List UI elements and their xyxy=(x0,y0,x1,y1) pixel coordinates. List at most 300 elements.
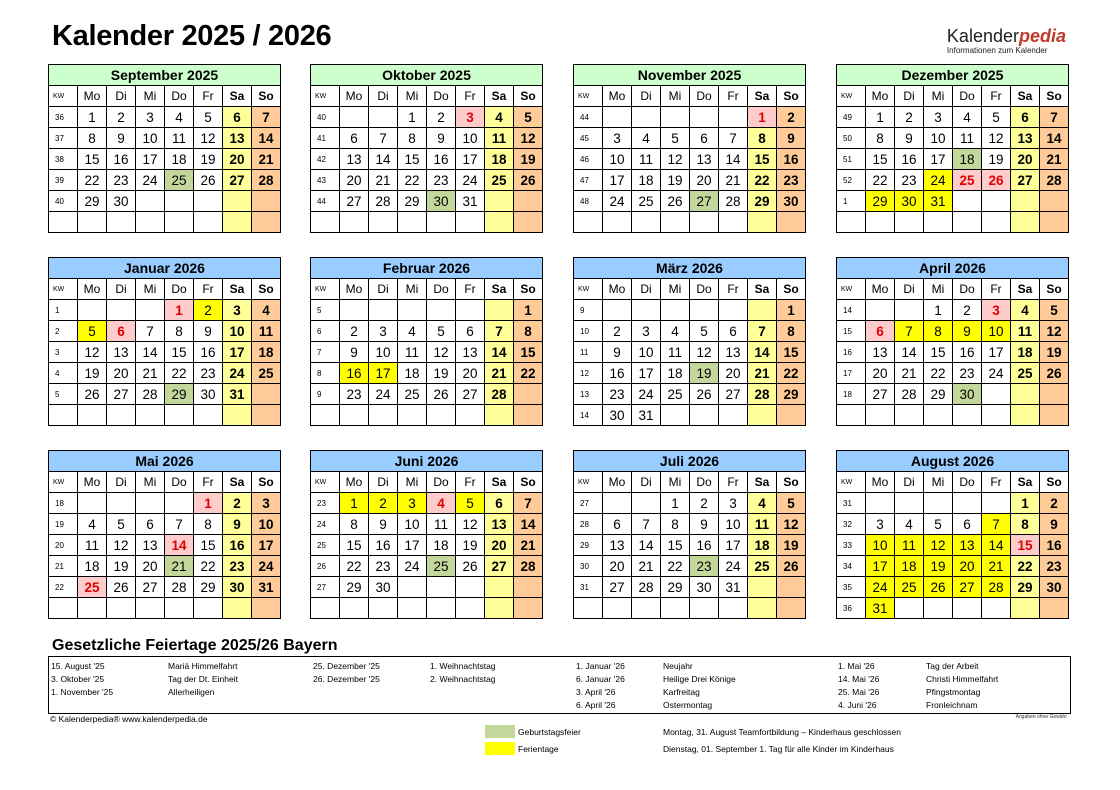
day-cell[interactable]: 23 xyxy=(369,556,398,577)
day-cell[interactable]: 20 xyxy=(485,535,514,556)
day-cell[interactable]: 8 xyxy=(748,128,777,149)
day-cell[interactable]: 3 xyxy=(982,300,1011,321)
day-cell[interactable]: 24 xyxy=(252,556,281,577)
day-cell[interactable]: 28 xyxy=(895,384,924,405)
day-cell[interactable]: 24 xyxy=(924,170,953,191)
day-cell[interactable]: 29 xyxy=(340,577,369,598)
day-cell[interactable]: 25 xyxy=(252,363,281,384)
day-cell[interactable]: 26 xyxy=(982,170,1011,191)
day-cell[interactable]: 11 xyxy=(252,321,281,342)
day-cell[interactable]: 14 xyxy=(369,149,398,170)
day-cell[interactable]: 11 xyxy=(632,149,661,170)
day-cell[interactable]: 24 xyxy=(223,363,252,384)
day-cell[interactable]: 10 xyxy=(632,342,661,363)
day-cell[interactable]: 8 xyxy=(165,321,194,342)
day-cell[interactable]: 18 xyxy=(748,535,777,556)
day-cell[interactable]: 5 xyxy=(456,493,485,514)
day-cell[interactable]: 22 xyxy=(165,363,194,384)
day-cell[interactable]: 5 xyxy=(194,107,223,128)
day-cell[interactable]: 13 xyxy=(690,149,719,170)
day-cell[interactable]: 6 xyxy=(136,514,165,535)
day-cell[interactable]: 24 xyxy=(456,170,485,191)
day-cell[interactable]: 13 xyxy=(866,342,895,363)
day-cell[interactable]: 31 xyxy=(719,577,748,598)
day-cell[interactable]: 20 xyxy=(953,556,982,577)
day-cell[interactable]: 11 xyxy=(78,535,107,556)
day-cell[interactable]: 2 xyxy=(895,107,924,128)
day-cell[interactable]: 4 xyxy=(78,514,107,535)
day-cell[interactable]: 4 xyxy=(1011,300,1040,321)
day-cell[interactable]: 5 xyxy=(982,107,1011,128)
day-cell[interactable]: 9 xyxy=(1040,514,1069,535)
day-cell[interactable]: 8 xyxy=(661,514,690,535)
day-cell[interactable]: 19 xyxy=(924,556,953,577)
day-cell[interactable]: 14 xyxy=(1040,128,1069,149)
day-cell[interactable]: 29 xyxy=(866,191,895,212)
day-cell[interactable]: 28 xyxy=(719,191,748,212)
day-cell[interactable]: 18 xyxy=(632,170,661,191)
day-cell[interactable]: 11 xyxy=(427,514,456,535)
day-cell[interactable]: 2 xyxy=(369,493,398,514)
day-cell[interactable]: 22 xyxy=(398,170,427,191)
day-cell[interactable]: 13 xyxy=(953,535,982,556)
day-cell[interactable]: 23 xyxy=(953,363,982,384)
day-cell[interactable]: 1 xyxy=(340,493,369,514)
day-cell[interactable]: 18 xyxy=(661,363,690,384)
day-cell[interactable]: 8 xyxy=(194,514,223,535)
day-cell[interactable]: 12 xyxy=(456,514,485,535)
day-cell[interactable]: 6 xyxy=(223,107,252,128)
day-cell[interactable]: 3 xyxy=(252,493,281,514)
day-cell[interactable]: 4 xyxy=(748,493,777,514)
day-cell[interactable]: 11 xyxy=(485,128,514,149)
day-cell[interactable]: 3 xyxy=(632,321,661,342)
day-cell[interactable]: 9 xyxy=(777,128,806,149)
day-cell[interactable]: 9 xyxy=(690,514,719,535)
day-cell[interactable]: 20 xyxy=(107,363,136,384)
day-cell[interactable]: 25 xyxy=(661,384,690,405)
day-cell[interactable]: 23 xyxy=(603,384,632,405)
day-cell[interactable]: 29 xyxy=(398,191,427,212)
day-cell[interactable]: 15 xyxy=(661,535,690,556)
day-cell[interactable]: 1 xyxy=(1011,493,1040,514)
day-cell[interactable]: 9 xyxy=(603,342,632,363)
day-cell[interactable]: 14 xyxy=(485,342,514,363)
day-cell[interactable]: 27 xyxy=(223,170,252,191)
day-cell[interactable]: 17 xyxy=(136,149,165,170)
day-cell[interactable]: 25 xyxy=(1011,363,1040,384)
day-cell[interactable]: 22 xyxy=(748,170,777,191)
day-cell[interactable]: 11 xyxy=(895,535,924,556)
day-cell[interactable]: 28 xyxy=(136,384,165,405)
day-cell[interactable]: 15 xyxy=(866,149,895,170)
day-cell[interactable]: 30 xyxy=(953,384,982,405)
day-cell[interactable]: 27 xyxy=(1011,170,1040,191)
day-cell[interactable]: 4 xyxy=(252,300,281,321)
day-cell[interactable]: 18 xyxy=(895,556,924,577)
day-cell[interactable]: 12 xyxy=(427,342,456,363)
day-cell[interactable]: 18 xyxy=(252,342,281,363)
day-cell[interactable]: 11 xyxy=(748,514,777,535)
day-cell[interactable]: 21 xyxy=(369,170,398,191)
day-cell[interactable]: 19 xyxy=(194,149,223,170)
day-cell[interactable]: 29 xyxy=(777,384,806,405)
day-cell[interactable]: 14 xyxy=(514,514,543,535)
day-cell[interactable]: 6 xyxy=(340,128,369,149)
day-cell[interactable]: 17 xyxy=(924,149,953,170)
day-cell[interactable]: 10 xyxy=(252,514,281,535)
day-cell[interactable]: 14 xyxy=(165,535,194,556)
day-cell[interactable]: 10 xyxy=(456,128,485,149)
day-cell[interactable]: 23 xyxy=(777,170,806,191)
day-cell[interactable]: 26 xyxy=(514,170,543,191)
day-cell[interactable]: 17 xyxy=(632,363,661,384)
day-cell[interactable]: 22 xyxy=(924,363,953,384)
day-cell[interactable]: 4 xyxy=(398,321,427,342)
day-cell[interactable]: 10 xyxy=(136,128,165,149)
day-cell[interactable]: 21 xyxy=(719,170,748,191)
day-cell[interactable]: 25 xyxy=(165,170,194,191)
day-cell[interactable]: 29 xyxy=(661,577,690,598)
day-cell[interactable]: 13 xyxy=(136,535,165,556)
day-cell[interactable]: 6 xyxy=(953,514,982,535)
day-cell[interactable]: 9 xyxy=(340,342,369,363)
day-cell[interactable]: 3 xyxy=(136,107,165,128)
day-cell[interactable]: 21 xyxy=(1040,149,1069,170)
day-cell[interactable]: 7 xyxy=(485,321,514,342)
day-cell[interactable]: 5 xyxy=(777,493,806,514)
day-cell[interactable]: 19 xyxy=(690,363,719,384)
day-cell[interactable]: 18 xyxy=(953,149,982,170)
day-cell[interactable]: 28 xyxy=(1040,170,1069,191)
day-cell[interactable]: 9 xyxy=(427,128,456,149)
day-cell[interactable]: 27 xyxy=(456,384,485,405)
day-cell[interactable]: 4 xyxy=(427,493,456,514)
day-cell[interactable]: 19 xyxy=(427,363,456,384)
day-cell[interactable]: 10 xyxy=(866,535,895,556)
day-cell[interactable]: 18 xyxy=(485,149,514,170)
day-cell[interactable]: 16 xyxy=(953,342,982,363)
day-cell[interactable]: 1 xyxy=(924,300,953,321)
day-cell[interactable]: 15 xyxy=(340,535,369,556)
day-cell[interactable]: 20 xyxy=(223,149,252,170)
day-cell[interactable]: 6 xyxy=(1011,107,1040,128)
day-cell[interactable]: 14 xyxy=(982,535,1011,556)
day-cell[interactable]: 29 xyxy=(78,191,107,212)
day-cell[interactable]: 23 xyxy=(194,363,223,384)
day-cell[interactable]: 6 xyxy=(107,321,136,342)
day-cell[interactable]: 15 xyxy=(1011,535,1040,556)
day-cell[interactable]: 5 xyxy=(427,321,456,342)
day-cell[interactable]: 23 xyxy=(895,170,924,191)
day-cell[interactable]: 17 xyxy=(398,535,427,556)
day-cell[interactable]: 27 xyxy=(690,191,719,212)
day-cell[interactable]: 7 xyxy=(748,321,777,342)
day-cell[interactable]: 12 xyxy=(661,149,690,170)
day-cell[interactable]: 30 xyxy=(194,384,223,405)
day-cell[interactable]: 3 xyxy=(398,493,427,514)
day-cell[interactable]: 11 xyxy=(1011,321,1040,342)
day-cell[interactable]: 1 xyxy=(194,493,223,514)
day-cell[interactable]: 8 xyxy=(78,128,107,149)
day-cell[interactable]: 4 xyxy=(953,107,982,128)
day-cell[interactable]: 24 xyxy=(719,556,748,577)
day-cell[interactable]: 17 xyxy=(719,535,748,556)
day-cell[interactable]: 30 xyxy=(777,191,806,212)
day-cell[interactable]: 12 xyxy=(194,128,223,149)
day-cell[interactable]: 12 xyxy=(1040,321,1069,342)
day-cell[interactable]: 13 xyxy=(223,128,252,149)
day-cell[interactable]: 24 xyxy=(866,577,895,598)
day-cell[interactable]: 19 xyxy=(982,149,1011,170)
day-cell[interactable]: 24 xyxy=(369,384,398,405)
day-cell[interactable]: 31 xyxy=(924,191,953,212)
day-cell[interactable]: 26 xyxy=(690,384,719,405)
day-cell[interactable]: 27 xyxy=(107,384,136,405)
day-cell[interactable]: 10 xyxy=(719,514,748,535)
day-cell[interactable]: 26 xyxy=(427,384,456,405)
day-cell[interactable]: 16 xyxy=(194,342,223,363)
day-cell[interactable]: 8 xyxy=(1011,514,1040,535)
day-cell[interactable]: 7 xyxy=(982,514,1011,535)
day-cell[interactable]: 14 xyxy=(748,342,777,363)
day-cell[interactable]: 2 xyxy=(107,107,136,128)
day-cell[interactable]: 16 xyxy=(223,535,252,556)
day-cell[interactable]: 20 xyxy=(136,556,165,577)
day-cell[interactable]: 10 xyxy=(924,128,953,149)
day-cell[interactable]: 29 xyxy=(165,384,194,405)
day-cell[interactable]: 29 xyxy=(1011,577,1040,598)
day-cell[interactable]: 17 xyxy=(456,149,485,170)
day-cell[interactable]: 13 xyxy=(719,342,748,363)
day-cell[interactable]: 30 xyxy=(1040,577,1069,598)
day-cell[interactable]: 26 xyxy=(661,191,690,212)
day-cell[interactable]: 18 xyxy=(398,363,427,384)
day-cell[interactable]: 16 xyxy=(1040,535,1069,556)
day-cell[interactable]: 14 xyxy=(136,342,165,363)
day-cell[interactable]: 22 xyxy=(661,556,690,577)
day-cell[interactable]: 3 xyxy=(866,514,895,535)
day-cell[interactable]: 26 xyxy=(924,577,953,598)
day-cell[interactable]: 16 xyxy=(777,149,806,170)
day-cell[interactable]: 15 xyxy=(165,342,194,363)
day-cell[interactable]: 13 xyxy=(340,149,369,170)
day-cell[interactable]: 4 xyxy=(895,514,924,535)
day-cell[interactable]: 15 xyxy=(194,535,223,556)
day-cell[interactable]: 6 xyxy=(603,514,632,535)
day-cell[interactable]: 4 xyxy=(661,321,690,342)
day-cell[interactable]: 2 xyxy=(690,493,719,514)
day-cell[interactable]: 2 xyxy=(1040,493,1069,514)
day-cell[interactable]: 5 xyxy=(78,321,107,342)
day-cell[interactable]: 3 xyxy=(603,128,632,149)
day-cell[interactable]: 9 xyxy=(223,514,252,535)
day-cell[interactable]: 10 xyxy=(603,149,632,170)
brand-logo[interactable] xyxy=(947,27,1066,55)
day-cell[interactable]: 6 xyxy=(690,128,719,149)
day-cell[interactable]: 16 xyxy=(603,363,632,384)
day-cell[interactable]: 21 xyxy=(252,149,281,170)
day-cell[interactable]: 17 xyxy=(369,363,398,384)
day-cell[interactable]: 12 xyxy=(107,535,136,556)
day-cell[interactable]: 16 xyxy=(690,535,719,556)
day-cell[interactable]: 27 xyxy=(136,577,165,598)
day-cell[interactable]: 11 xyxy=(165,128,194,149)
day-cell[interactable]: 29 xyxy=(194,577,223,598)
copyright[interactable]: © Kalenderpedia® www.kalenderpedia.de xyxy=(50,714,208,724)
day-cell[interactable]: 30 xyxy=(107,191,136,212)
day-cell[interactable]: 17 xyxy=(252,535,281,556)
day-cell[interactable]: 5 xyxy=(661,128,690,149)
day-cell[interactable]: 8 xyxy=(398,128,427,149)
day-cell[interactable]: 3 xyxy=(924,107,953,128)
day-cell[interactable]: 21 xyxy=(748,363,777,384)
day-cell[interactable]: 27 xyxy=(953,577,982,598)
day-cell[interactable]: 7 xyxy=(719,128,748,149)
day-cell[interactable]: 15 xyxy=(777,342,806,363)
day-cell[interactable]: 28 xyxy=(252,170,281,191)
day-cell[interactable]: 31 xyxy=(866,598,895,619)
day-cell[interactable]: 5 xyxy=(107,514,136,535)
day-cell[interactable]: 2 xyxy=(194,300,223,321)
day-cell[interactable]: 7 xyxy=(1040,107,1069,128)
day-cell[interactable]: 21 xyxy=(982,556,1011,577)
day-cell[interactable]: 3 xyxy=(456,107,485,128)
day-cell[interactable]: 8 xyxy=(514,321,543,342)
day-cell[interactable]: 27 xyxy=(485,556,514,577)
day-cell[interactable]: 24 xyxy=(982,363,1011,384)
day-cell[interactable]: 21 xyxy=(895,363,924,384)
day-cell[interactable]: 19 xyxy=(514,149,543,170)
day-cell[interactable]: 22 xyxy=(1011,556,1040,577)
day-cell[interactable]: 7 xyxy=(369,128,398,149)
day-cell[interactable]: 15 xyxy=(514,342,543,363)
day-cell[interactable]: 16 xyxy=(369,535,398,556)
day-cell[interactable]: 3 xyxy=(223,300,252,321)
day-cell[interactable]: 25 xyxy=(748,556,777,577)
day-cell[interactable]: 21 xyxy=(514,535,543,556)
day-cell[interactable]: 12 xyxy=(514,128,543,149)
day-cell[interactable]: 26 xyxy=(456,556,485,577)
day-cell[interactable]: 23 xyxy=(340,384,369,405)
day-cell[interactable]: 2 xyxy=(340,321,369,342)
day-cell[interactable]: 20 xyxy=(603,556,632,577)
day-cell[interactable]: 16 xyxy=(340,363,369,384)
day-cell[interactable]: 19 xyxy=(1040,342,1069,363)
day-cell[interactable]: 25 xyxy=(427,556,456,577)
day-cell[interactable]: 22 xyxy=(777,363,806,384)
day-cell[interactable]: 28 xyxy=(748,384,777,405)
day-cell[interactable]: 9 xyxy=(895,128,924,149)
day-cell[interactable]: 26 xyxy=(78,384,107,405)
day-cell[interactable]: 16 xyxy=(107,149,136,170)
day-cell[interactable]: 10 xyxy=(398,514,427,535)
day-cell[interactable]: 19 xyxy=(78,363,107,384)
day-cell[interactable]: 19 xyxy=(107,556,136,577)
day-cell[interactable]: 14 xyxy=(895,342,924,363)
day-cell[interactable]: 3 xyxy=(719,493,748,514)
day-cell[interactable]: 11 xyxy=(953,128,982,149)
day-cell[interactable]: 27 xyxy=(719,384,748,405)
day-cell[interactable]: 21 xyxy=(485,363,514,384)
day-cell[interactable]: 1 xyxy=(398,107,427,128)
day-cell[interactable]: 27 xyxy=(340,191,369,212)
day-cell[interactable]: 26 xyxy=(777,556,806,577)
day-cell[interactable]: 20 xyxy=(340,170,369,191)
day-cell[interactable]: 2 xyxy=(603,321,632,342)
day-cell[interactable]: 15 xyxy=(924,342,953,363)
day-cell[interactable]: 29 xyxy=(924,384,953,405)
day-cell[interactable]: 20 xyxy=(1011,149,1040,170)
day-cell[interactable]: 31 xyxy=(632,405,661,426)
day-cell[interactable]: 9 xyxy=(953,321,982,342)
day-cell[interactable]: 15 xyxy=(78,149,107,170)
day-cell[interactable]: 12 xyxy=(924,535,953,556)
day-cell[interactable]: 14 xyxy=(719,149,748,170)
day-cell[interactable]: 1 xyxy=(748,107,777,128)
day-cell[interactable]: 24 xyxy=(136,170,165,191)
day-cell[interactable]: 6 xyxy=(456,321,485,342)
day-cell[interactable]: 25 xyxy=(78,577,107,598)
day-cell[interactable]: 27 xyxy=(603,577,632,598)
day-cell[interactable]: 9 xyxy=(194,321,223,342)
day-cell[interactable]: 10 xyxy=(223,321,252,342)
day-cell[interactable]: 18 xyxy=(78,556,107,577)
day-cell[interactable]: 28 xyxy=(485,384,514,405)
day-cell[interactable]: 20 xyxy=(866,363,895,384)
day-cell[interactable]: 1 xyxy=(514,300,543,321)
day-cell[interactable]: 30 xyxy=(603,405,632,426)
day-cell[interactable]: 23 xyxy=(690,556,719,577)
day-cell[interactable]: 1 xyxy=(78,107,107,128)
day-cell[interactable]: 7 xyxy=(895,321,924,342)
day-cell[interactable]: 1 xyxy=(661,493,690,514)
day-cell[interactable]: 26 xyxy=(194,170,223,191)
day-cell[interactable]: 25 xyxy=(895,577,924,598)
day-cell[interactable]: 22 xyxy=(866,170,895,191)
day-cell[interactable]: 16 xyxy=(427,149,456,170)
day-cell[interactable]: 2 xyxy=(223,493,252,514)
day-cell[interactable]: 30 xyxy=(690,577,719,598)
day-cell[interactable]: 25 xyxy=(485,170,514,191)
day-cell[interactable]: 1 xyxy=(777,300,806,321)
day-cell[interactable]: 2 xyxy=(953,300,982,321)
day-cell[interactable]: 25 xyxy=(953,170,982,191)
day-cell[interactable]: 25 xyxy=(632,191,661,212)
day-cell[interactable]: 28 xyxy=(514,556,543,577)
day-cell[interactable]: 19 xyxy=(456,535,485,556)
day-cell[interactable]: 6 xyxy=(485,493,514,514)
day-cell[interactable]: 12 xyxy=(78,342,107,363)
day-cell[interactable]: 13 xyxy=(485,514,514,535)
day-cell[interactable]: 28 xyxy=(369,191,398,212)
day-cell[interactable]: 25 xyxy=(398,384,427,405)
day-cell[interactable]: 21 xyxy=(136,363,165,384)
day-cell[interactable]: 7 xyxy=(136,321,165,342)
day-cell[interactable]: 7 xyxy=(252,107,281,128)
day-cell[interactable]: 30 xyxy=(369,577,398,598)
day-cell[interactable]: 17 xyxy=(982,342,1011,363)
day-cell[interactable]: 18 xyxy=(165,149,194,170)
day-cell[interactable]: 20 xyxy=(690,170,719,191)
day-cell[interactable]: 4 xyxy=(632,128,661,149)
day-cell[interactable]: 4 xyxy=(165,107,194,128)
day-cell[interactable]: 11 xyxy=(398,342,427,363)
day-cell[interactable]: 31 xyxy=(456,191,485,212)
day-cell[interactable]: 1 xyxy=(866,107,895,128)
day-cell[interactable]: 19 xyxy=(661,170,690,191)
day-cell[interactable]: 11 xyxy=(661,342,690,363)
